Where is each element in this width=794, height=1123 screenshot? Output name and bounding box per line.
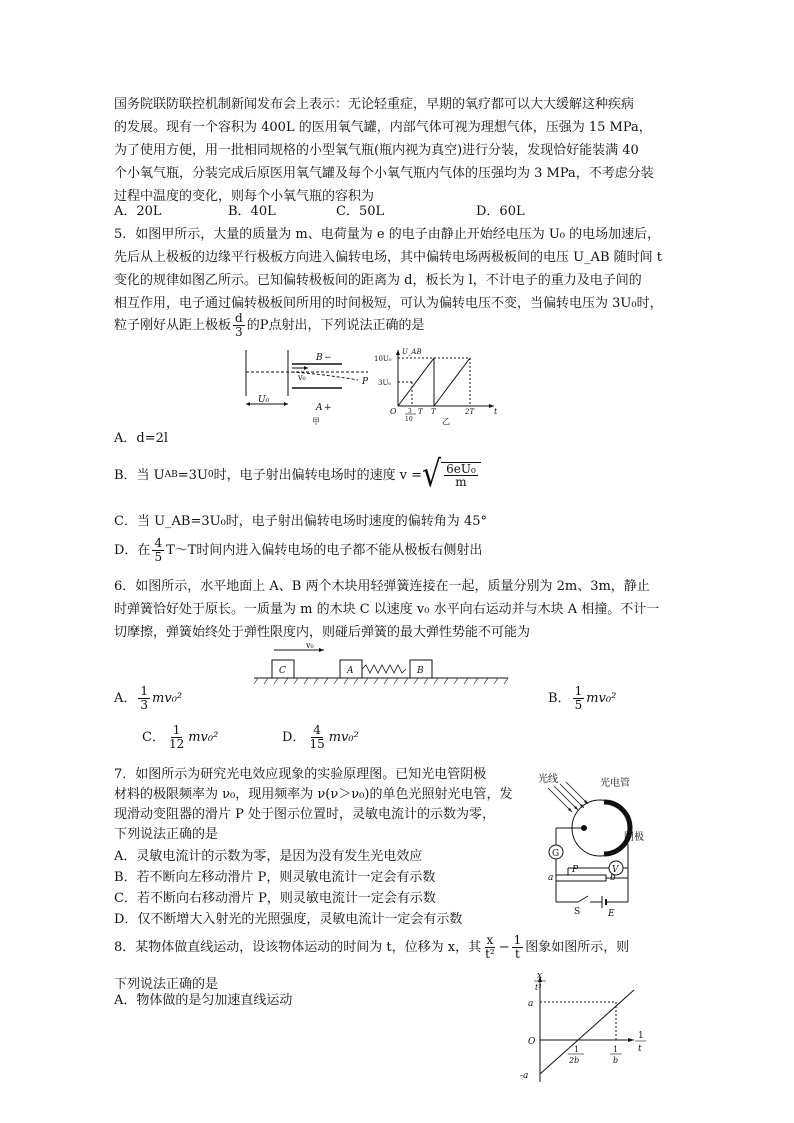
q4-line-3: 为了使用方便，用一批相同规格的小型氧气瓶(瓶内视为真空)进行分装，发现恰好能装满 40 [114,143,639,158]
q4-option-d: D．60L [476,204,525,219]
q5-fig-yi-2T: 2T [465,408,475,416]
q7-fig-G: G [552,849,560,859]
q8-fig-1-over-b-num: 1 [613,1045,619,1054]
q7-option-b: B．若不断向左移动滑片 P，则灵敏电流计一定会有示数 [114,870,436,885]
q8-fig-1-over-b-den: b [613,1056,619,1065]
q5-figure-jia [242,348,372,428]
q8-fig-neg-a: -a [520,1071,529,1081]
q6-fig-B: B [417,666,424,676]
q8-fig-1-over-2b-num: 1 [574,1045,580,1054]
q5-option-a: A．d=2l [114,431,169,446]
q5-line-5 [114,312,424,339]
q5-option-d-fraction: $\frac{4}{5}$ [154,536,163,565]
q5-option-b-sqrt: √ 6eU₀ m [422,460,481,490]
q5-fig-jia-plus: + [324,403,332,413]
q5-fig-yi-3: 3 [408,408,412,415]
q5-fig-yi-t: t [494,407,498,416]
q6-fig-C: C [279,666,286,676]
q8-fig-y-num: x [537,971,543,981]
q5-fig-yi-O: O [390,407,397,416]
q5-fig-jia-U0: U₀ [258,395,270,405]
q7-fig-tube: 光电管 [600,778,630,789]
q4-option-b: B．40L [228,204,276,219]
q5-line-5-text-b: 的P点射出，下列说法正确的是 [246,318,425,334]
q5-fig-jia-B: B [316,353,323,363]
q5-fig-yi-T1: T [418,408,423,416]
q4-line-2: 的发展。现有一个容积为 400L 的医用氧气罐，内部气体可视为理想气体，压强为 15 MPa， [114,120,652,135]
q4-line-5: 过程中温度的变化，则每个小氧气瓶的容积为 [114,189,375,204]
q5-fig-yi-T2: T [431,408,436,416]
q7-line-2: 材料的极限频率为 ν₀，现用频率为 ν(ν＞ν₀)的单色光照射光电管，发 [114,787,513,802]
q8-fig-y-den: t² [535,983,542,992]
q7-option-a: A．灵敏电流计的示数为零，是因为没有发生光电效应 [114,849,423,864]
q6-figure [254,640,514,686]
q5-fig-jia-A: A [316,403,323,413]
q5-option-c: C．当 U_AB=3U₀时，电子射出偏转电场时速度的偏转角为 45° [114,514,487,529]
q5-fig-yi-10: 10 [405,416,413,423]
q8-fig-1-over-2b-den: 2b [569,1056,580,1065]
q5-fig-yi-caption: 乙 [442,417,450,426]
q7-line-4: 下列说法正确的是 [114,827,219,842]
q8-fig-a: a [528,999,534,1009]
q7-option-d: D．仅不断增大入射光的光照强度，灵敏电流计一定会有示数 [114,912,463,927]
q4-option-a: A．20L [114,204,162,219]
q5-option-d: D．在 $\frac{4}{5}$ T～T时间内进入偏转电场的电子都不能从极板右侧射出 [114,536,483,565]
q6-fig-A: A [347,666,354,676]
q5-fig-yi-3U0: 3U₀ [378,379,392,387]
q5-figure-yi [370,348,500,428]
q4-option-c: C．50L [336,204,385,219]
q6-fig-v0: v₀ [306,641,314,650]
q5-fig-jia-P: P [362,377,369,387]
q5-line-5-text-a: 粒子刚好从距上极板 [114,318,232,334]
q7-fig-P: P [572,865,579,875]
q5-fig-yi-UAB: U_AB [402,348,422,356]
q8-fig-O: O [528,1037,536,1047]
q4-line-1: 国务院联防联控机制新闻发布会上表示：无论轻重症，早期的氧疗都可以大大缓解这种疾病 [114,97,635,112]
q8-fig-x-den: t [638,1044,642,1054]
q5-fig-jia-minus: − [324,353,332,363]
q5-line-2: 先后从上极板的边缘平行极板方向进入偏转电场，其中偏转电场两极板间的电压 U_AB 随时间 t [114,250,663,265]
q7-fig-S: S [574,907,581,917]
q6-line-2: 时弹簧恰好处于原长。一质量为 m 的木块 C 以速度 v₀ 水平向右运动并与木块 A 相撞。不计一 [114,602,660,617]
q5-fig-yi-10U0: 10U₀ [374,355,392,363]
q8-line-1: 8．某物体做直线运动，设该物体运动的时间为 t，位移为 x，其 $\frac{x}{\text{t²}}$ − $\frac{1}{t}$ 图象如图所示，则 [114,933,630,962]
q8-option-a: A．物体做的是匀加速直线运动 [114,993,293,1008]
q6-option-b: B． $\frac{1}{5}$ mv₀² [548,684,617,713]
q7-fig-E: E [608,909,615,919]
q5-line-4: 相互作用，电子通过偏转极板间所用的时间极短，可认为偏转电压不变，当偏转电压为 3U₀时， [114,296,663,311]
q7-fig-V: V [612,865,619,875]
q6-line-3: 切摩擦，弹簧始终处于弹性限度内，则碰后弹簧的最大弹性势能不可能为 [114,625,531,640]
q7-line-3: 现滑动变阻器的滑片 P 处于图示位置时，灵敏电流计的示数为零， [114,807,496,822]
q6-option-c: C． $\frac{1}{12}$ mv₀² [142,723,219,752]
q7-option-c: C．若不断向右移动滑片 P，则灵敏电流计一定会有示数 [114,891,436,906]
q5-line-1: 5．如图甲所示，大量的质量为 m、电荷量为 e 的电子由静止开始经电压为 U₀ 的电场加速后， [114,227,661,242]
q5-fraction-d-over-3: $\frac{d}{3}$ [235,311,243,340]
q8-line-2: 下列说法正确的是 [114,977,219,992]
q4-line-4: 个小氧气瓶，分装完成后原医用氧气罐及每个小氧气瓶内气体的压强均为 3 MPa，不考虑分装 [114,166,654,181]
q7-fig-a: a [548,873,554,883]
q7-line-1: 7．如图所示为研究光电效应现象的实验原理图。已知光电管阴极 [114,767,487,782]
q6-line-1: 6．如图所示，水平地面上 A、B 两个木块用轻弹簧连接在一起，质量分别为 2m、3m，静止 [114,579,650,594]
q5-line-3: 变化的规律如图乙所示。已知偏转极板间的距离为 d，板长为 l，不计电子的重力及电子间的 [114,273,642,288]
q7-circuit-figure [528,772,668,917]
q5-fig-jia-v0: v₀ [298,373,306,382]
q8-fig-x-num: 1 [638,1031,644,1041]
q7-fig-light: 光线 [538,774,558,785]
q7-fig-cathode: 阴极 [624,832,644,843]
q6-option-d: D． $\frac{4}{15}$ mv₀² [282,723,359,752]
q5-option-b: B．当 U AB =3U 0 时，电子射出偏转电场时的速度 v = √ 6eU₀ m [114,460,481,490]
q7-fig-b: b [610,873,616,883]
q6-option-a: A． $\frac{1}{3}$ mv₀² [114,684,183,713]
q5-fig-jia-caption: 甲 [312,417,320,426]
q8-graph-figure [510,972,660,1087]
